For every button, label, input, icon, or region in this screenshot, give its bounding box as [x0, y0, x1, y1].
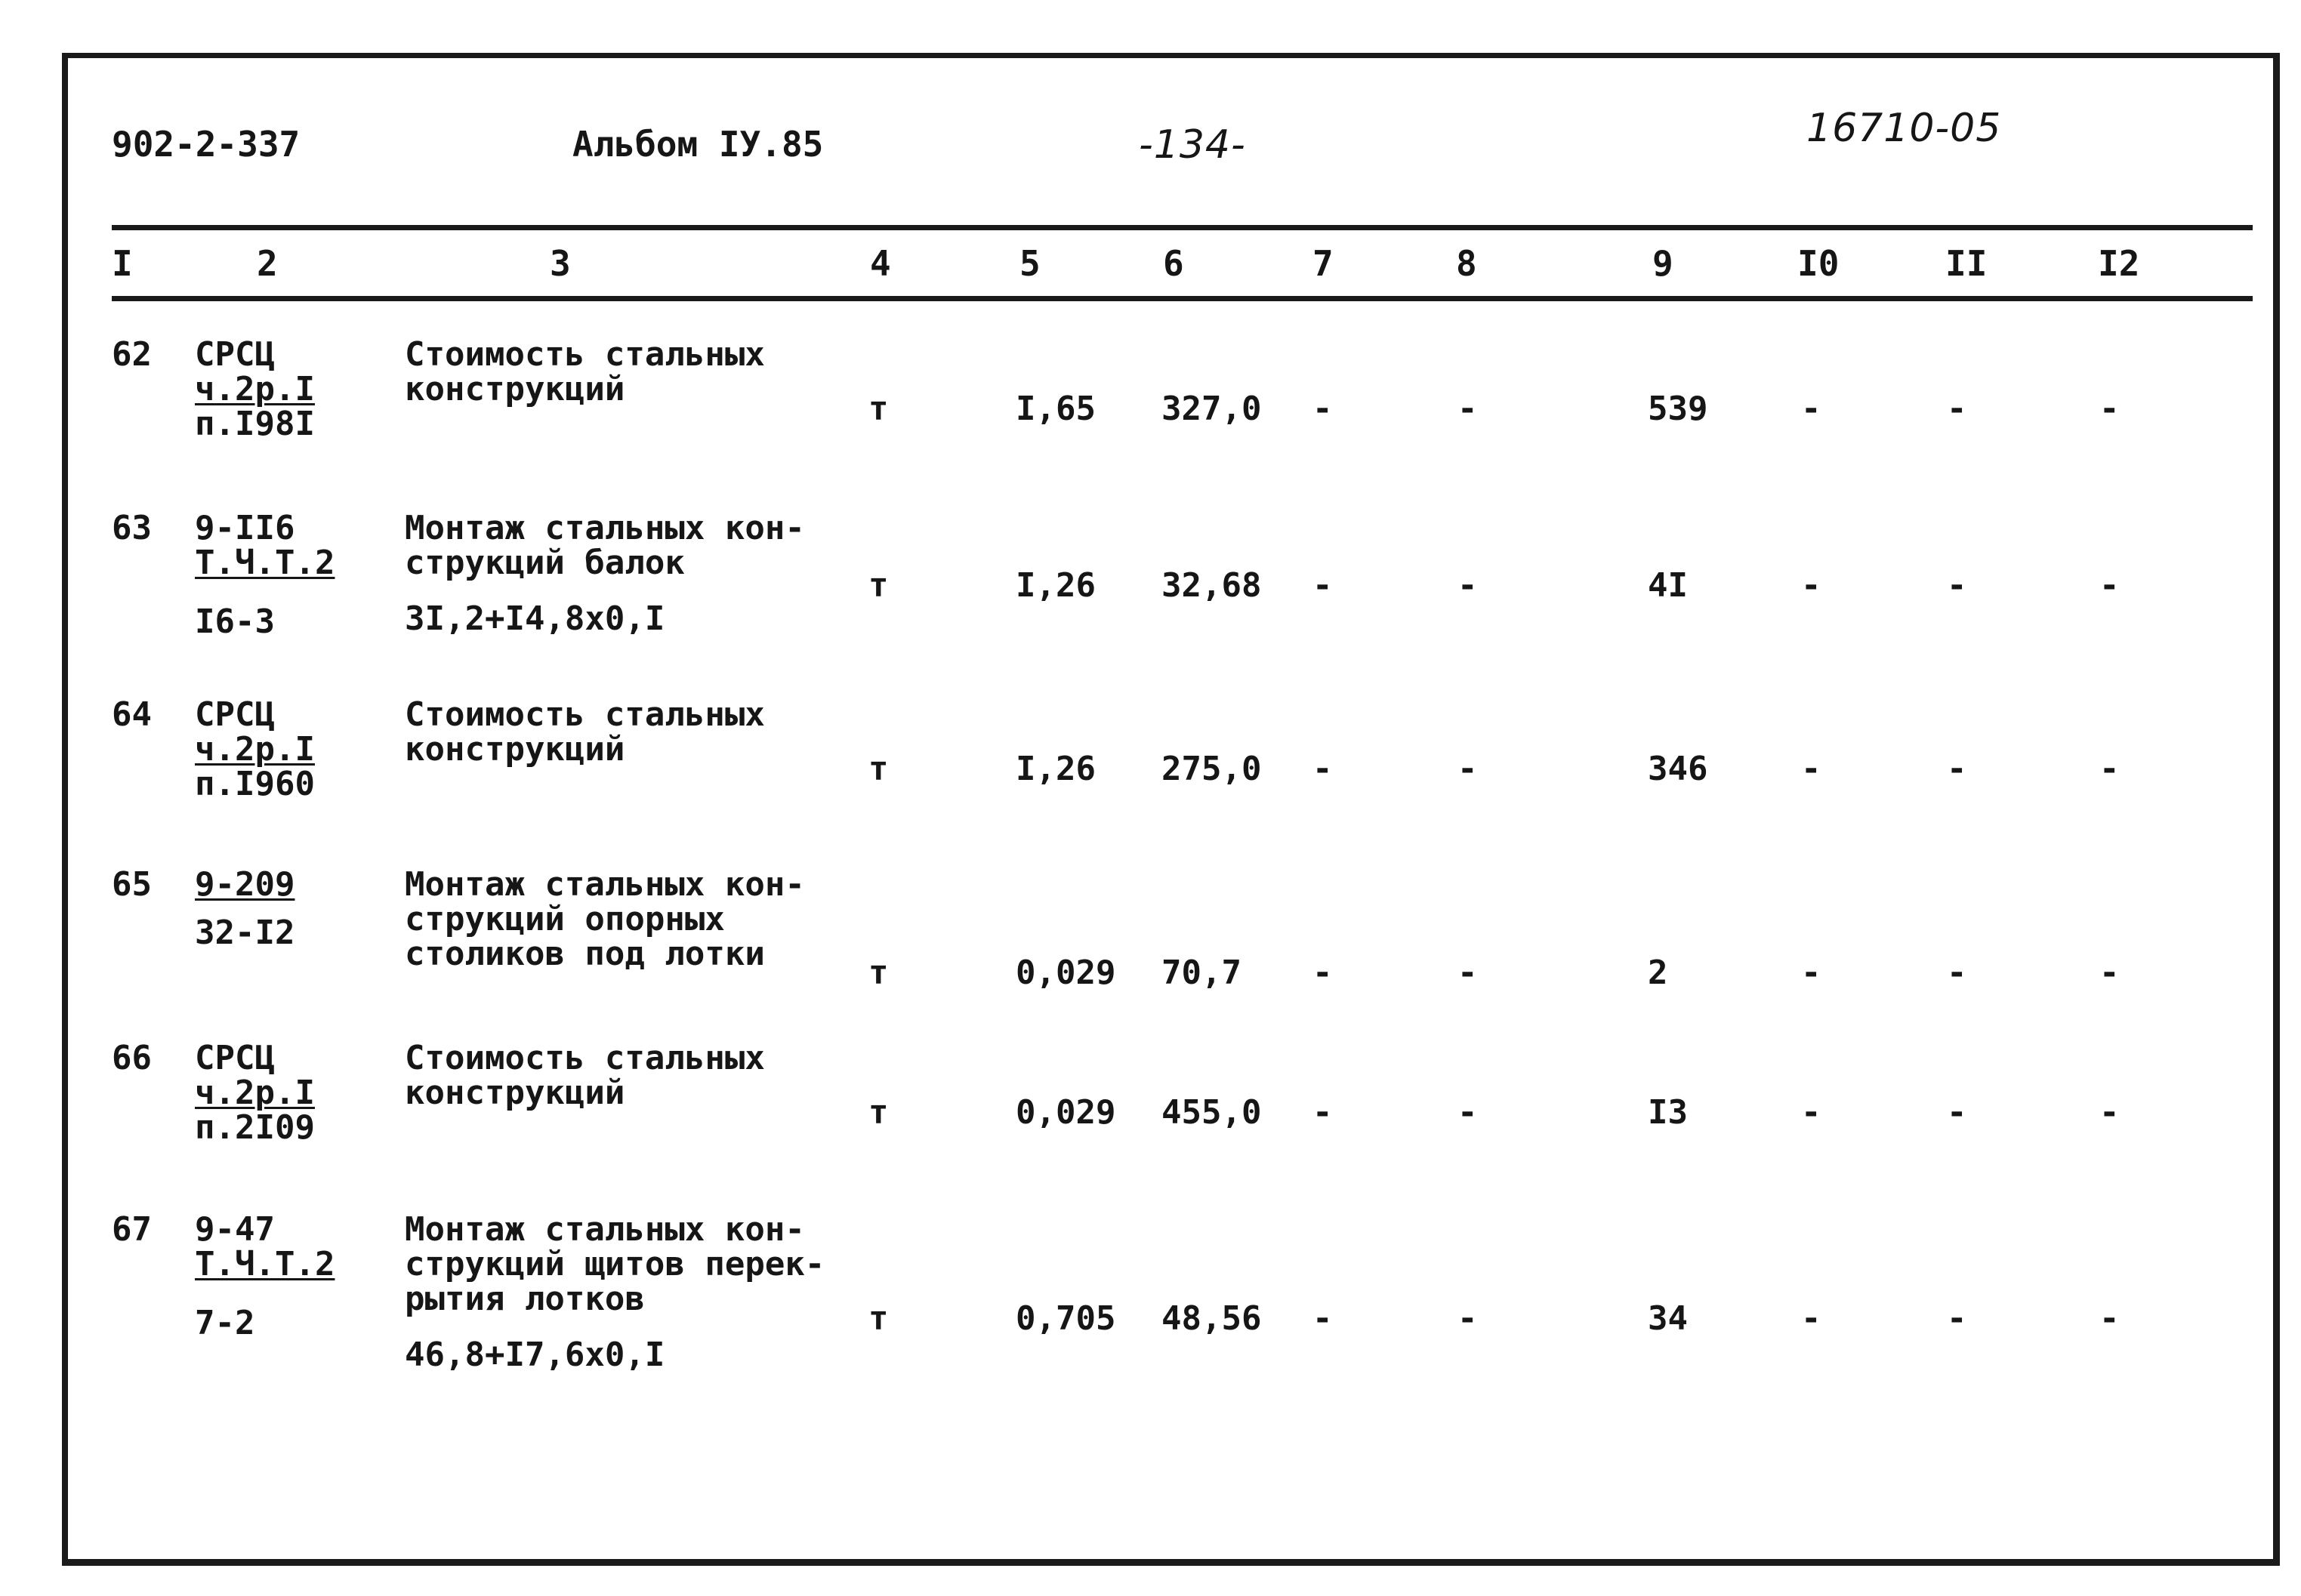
row-unit: т	[868, 566, 889, 605]
row-description-line: Монтаж стальных кон-	[405, 865, 805, 904]
row-description-line: струкций опорных	[405, 900, 725, 938]
row-number: 65	[112, 865, 152, 904]
column-header: I	[112, 243, 133, 284]
header-top-rule	[112, 225, 2253, 230]
header-bottom-rule	[112, 296, 2253, 301]
row-col8: -	[1457, 954, 1478, 992]
row-col8: -	[1457, 1093, 1478, 1132]
row-quantity: I,65	[1016, 390, 1096, 428]
row-description-line: Стоимость стальных	[405, 695, 765, 734]
row-reference-line: 7-2	[195, 1304, 255, 1342]
row-col11: -	[1947, 1299, 1967, 1338]
row-reference-line: ч.2р.I	[195, 730, 315, 769]
row-description-line: Стоимость стальных	[405, 1039, 765, 1077]
row-col7: -	[1312, 954, 1333, 992]
row-reference-line: СРСЦ	[195, 335, 275, 374]
row-description-line: столиков под лотки	[405, 935, 765, 973]
row-col10: -	[1801, 390, 1821, 428]
row-quantity: I,26	[1016, 750, 1096, 788]
row-quantity: 0,029	[1016, 954, 1116, 992]
row-reference-line: 9-209	[195, 865, 295, 904]
row-col8: -	[1457, 1299, 1478, 1338]
row-col7: -	[1312, 1093, 1333, 1132]
row-description-line: конструкций	[405, 1074, 625, 1112]
column-header: I0	[1797, 243, 1840, 284]
column-header: 7	[1312, 243, 1334, 284]
column-header: 9	[1652, 243, 1673, 284]
row-reference-line: 32-I2	[195, 914, 295, 952]
row-unit-price: 275,0	[1161, 750, 1262, 788]
row-reference-line: 9-47	[195, 1210, 275, 1249]
row-col7: -	[1312, 390, 1333, 428]
row-col8: -	[1457, 566, 1478, 605]
column-header: 5	[1019, 243, 1041, 284]
row-reference-line: 9-II6	[195, 509, 295, 547]
row-description-line: рытия лотков	[405, 1280, 645, 1318]
row-col7: -	[1312, 566, 1333, 605]
document-id: 16710-05	[1806, 106, 2002, 151]
row-total: 34	[1648, 1299, 1688, 1338]
row-col10: -	[1801, 1093, 1821, 1132]
row-number: 62	[112, 335, 152, 374]
row-col12: -	[2099, 954, 2120, 992]
row-reference-line: Т.Ч.Т.2	[195, 544, 335, 582]
column-header: 8	[1456, 243, 1477, 284]
project-code: 902-2-337	[112, 124, 301, 165]
row-unit: т	[868, 750, 889, 788]
row-col10: -	[1801, 1299, 1821, 1338]
column-header: I2	[2098, 243, 2140, 284]
row-description-line: струкций балок	[405, 544, 685, 582]
row-col8: -	[1457, 750, 1478, 788]
row-col7: -	[1312, 750, 1333, 788]
row-quantity: I,26	[1016, 566, 1096, 605]
row-unit-price: 32,68	[1161, 566, 1262, 605]
row-col12: -	[2099, 1299, 2120, 1338]
row-number: 63	[112, 509, 152, 547]
row-col12: -	[2099, 750, 2120, 788]
row-quantity: 0,705	[1016, 1299, 1116, 1338]
row-unit: т	[868, 1093, 889, 1132]
row-col11: -	[1947, 566, 1967, 605]
row-col7: -	[1312, 1299, 1333, 1338]
row-unit: т	[868, 954, 889, 992]
row-reference-line: ч.2р.I	[195, 1074, 315, 1112]
row-total: 2	[1648, 954, 1668, 992]
column-header: II	[1945, 243, 1988, 284]
row-col12: -	[2099, 566, 2120, 605]
column-header: 2	[257, 243, 278, 284]
row-col8: -	[1457, 390, 1478, 428]
row-reference-line: Т.Ч.Т.2	[195, 1245, 335, 1283]
row-reference-line: п.2I09	[195, 1108, 315, 1147]
row-description-formula: 3I,2+I4,8x0,I	[405, 599, 665, 638]
column-header: 4	[870, 243, 891, 284]
row-number: 66	[112, 1039, 152, 1077]
row-description-formula: 46,8+I7,6x0,I	[405, 1336, 665, 1374]
row-reference-line: ч.2р.I	[195, 370, 315, 408]
row-unit-price: 455,0	[1161, 1093, 1262, 1132]
row-col10: -	[1801, 954, 1821, 992]
row-col12: -	[2099, 1093, 2120, 1132]
row-unit: т	[868, 390, 889, 428]
row-description-line: струкций щитов перек-	[405, 1245, 825, 1283]
page-number: -134-	[1139, 122, 1246, 168]
row-unit-price: 327,0	[1161, 390, 1262, 428]
row-unit-price: 70,7	[1161, 954, 1241, 992]
row-col11: -	[1947, 954, 1967, 992]
row-reference-line: п.I98I	[195, 405, 315, 443]
row-reference-line: п.I960	[195, 765, 315, 803]
row-col10: -	[1801, 566, 1821, 605]
row-col10: -	[1801, 750, 1821, 788]
row-total: 539	[1648, 390, 1708, 428]
row-description-line: конструкций	[405, 730, 625, 769]
row-number: 64	[112, 695, 152, 734]
row-total: 346	[1648, 750, 1708, 788]
row-reference-line: СРСЦ	[195, 1039, 275, 1077]
row-unit: т	[868, 1299, 889, 1338]
row-number: 67	[112, 1210, 152, 1249]
row-description-line: Монтаж стальных кон-	[405, 1210, 805, 1249]
row-total: 4I	[1648, 566, 1688, 605]
row-unit-price: 48,56	[1161, 1299, 1262, 1338]
row-description-line: Монтаж стальных кон-	[405, 509, 805, 547]
row-total: I3	[1648, 1093, 1688, 1132]
row-quantity: 0,029	[1016, 1093, 1116, 1132]
row-col11: -	[1947, 750, 1967, 788]
row-reference-line: СРСЦ	[195, 695, 275, 734]
column-header: 3	[550, 243, 571, 284]
album-title: Альбом IУ.85	[572, 124, 824, 165]
row-description-line: Стоимость стальных	[405, 335, 765, 374]
column-header: 6	[1163, 243, 1184, 284]
row-col11: -	[1947, 1093, 1967, 1132]
row-description-line: конструкций	[405, 370, 625, 408]
row-col11: -	[1947, 390, 1967, 428]
row-col12: -	[2099, 390, 2120, 428]
row-reference-line: I6-3	[195, 602, 275, 641]
